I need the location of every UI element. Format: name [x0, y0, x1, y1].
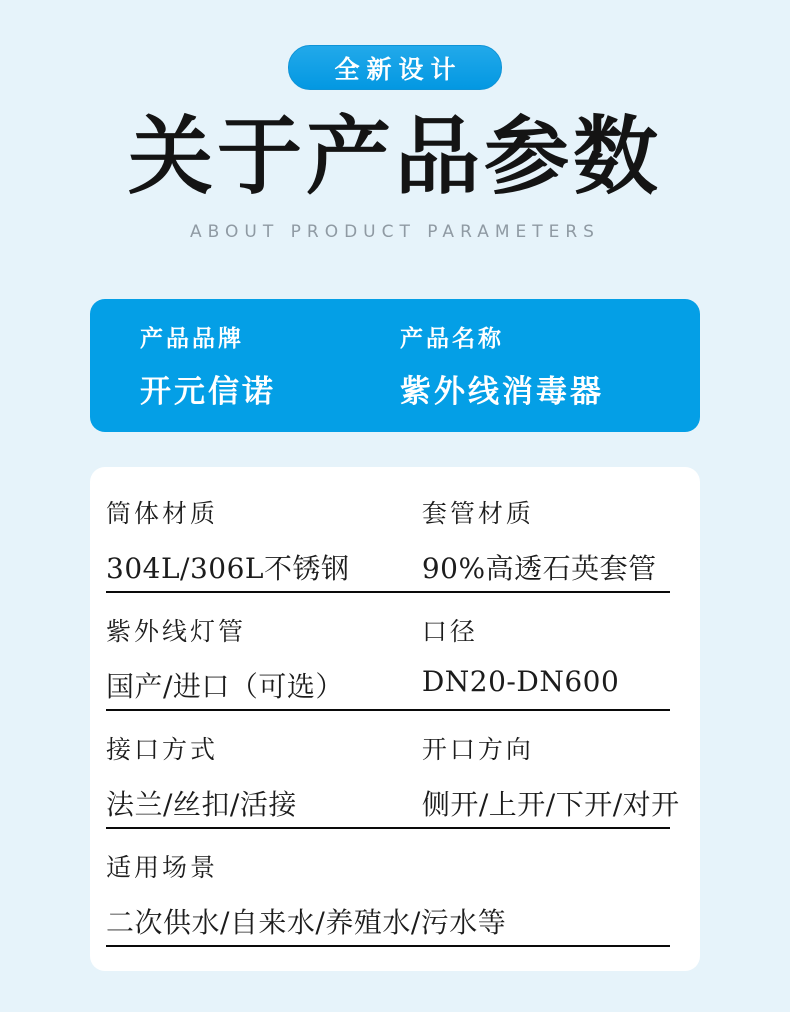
brand-value: 开元信诺: [140, 374, 276, 410]
spec-cell-sleeve-material: [422, 494, 670, 587]
new-design-badge-label: 全新设计: [334, 54, 463, 84]
spec-card: [90, 467, 700, 971]
spec-label: 接口方式: [106, 735, 219, 764]
bottom-strip: [0, 1012, 790, 1025]
spec-label: 套管材质: [421, 499, 534, 528]
spec-row-scenarios: [106, 848, 670, 947]
spec-cell-connection-type: [106, 730, 422, 823]
page-subtitle: ABOUT PRODUCT PARAMETERS: [190, 222, 600, 242]
spec-value: 二次供水/自来水/养殖水/污水等: [106, 906, 507, 939]
brand-label: 产品品牌: [140, 326, 244, 352]
new-design-badge: [288, 45, 502, 90]
spec-label: 口径: [421, 617, 478, 646]
page-background: [0, 45, 790, 1025]
spec-value: 304L/306L不锈钢: [106, 552, 350, 585]
spec-value: 法兰/丝扣/活接: [106, 788, 297, 821]
spec-row-lamp-caliber: [106, 612, 670, 711]
spec-row-connection-opening: [106, 730, 680, 829]
brand-card-item-product-name: [400, 320, 604, 411]
spec-label: 筒体材质: [106, 499, 219, 528]
spec-value: DN20-DN600: [421, 665, 620, 698]
spec-label: 适用场景: [106, 853, 219, 882]
spec-value: 国产/进口（可选）: [106, 670, 344, 703]
page-title: 关于产品参数: [127, 107, 662, 207]
product-name-value: 紫外线消毒器: [400, 374, 604, 410]
spec-cell-opening-direction: [421, 730, 680, 823]
spec-cell-body-material: [106, 494, 422, 587]
product-name-label: 产品名称: [400, 326, 504, 352]
spec-label: 紫外线灯管: [106, 617, 247, 646]
spec-row-materials: [106, 494, 670, 593]
spec-value: 侧开/上开/下开/对开: [421, 788, 680, 821]
brand-card-item-brand: [140, 320, 400, 411]
spec-cell-applicable-scenarios: [106, 848, 670, 941]
spec-label: 开口方向: [421, 735, 534, 764]
spec-cell-uv-lamp: [106, 612, 422, 705]
brand-card: [90, 299, 700, 432]
spec-cell-caliber: [422, 612, 670, 705]
spec-value: 90%高透石英套管: [421, 552, 657, 585]
